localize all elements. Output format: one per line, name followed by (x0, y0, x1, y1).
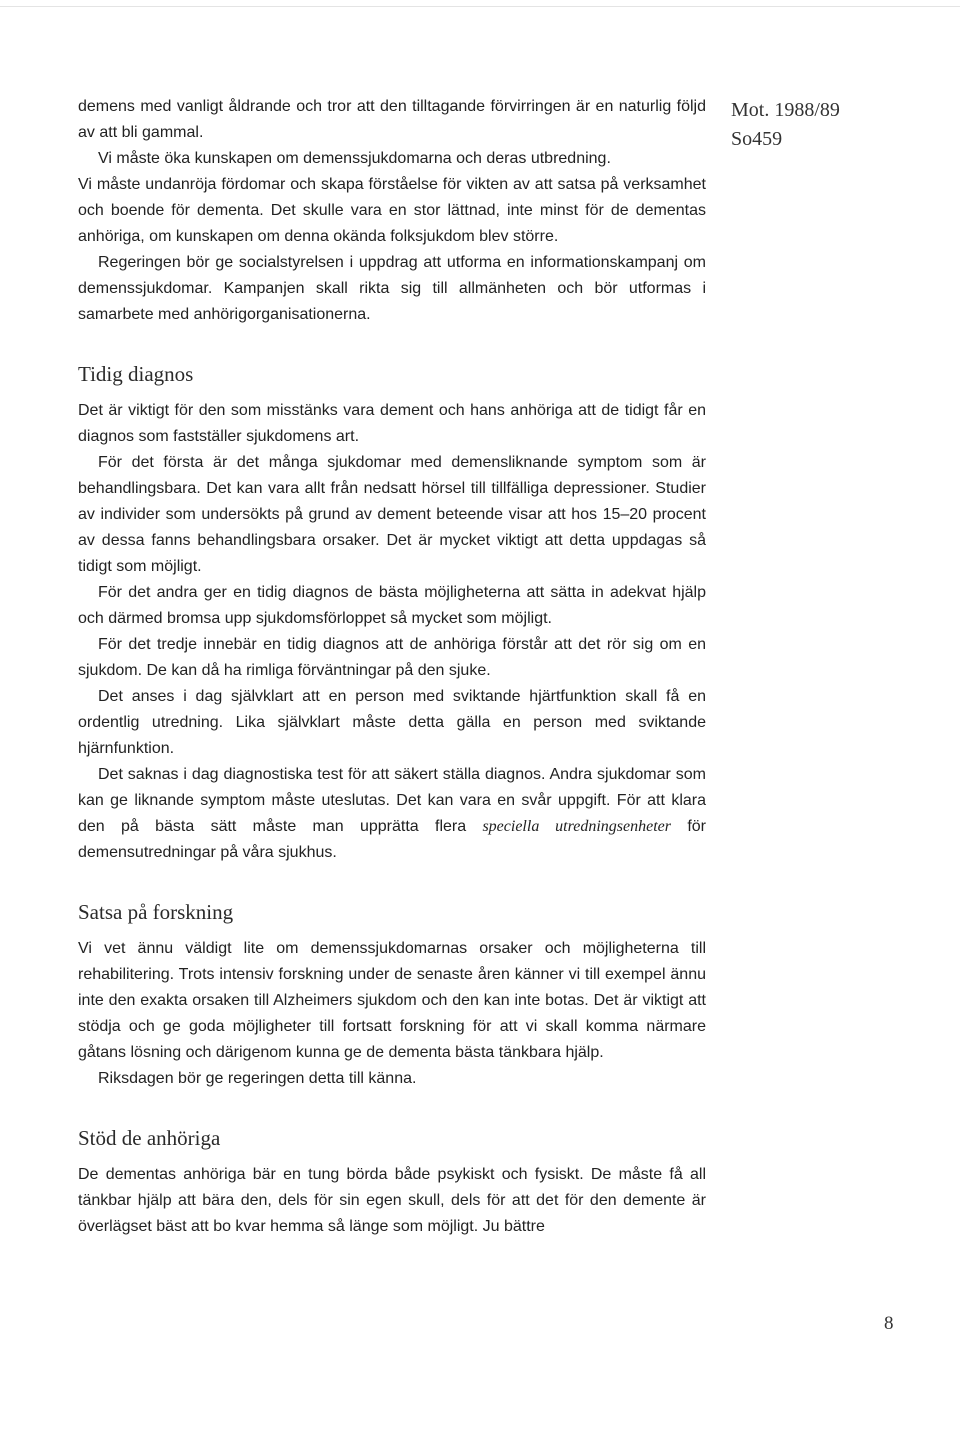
paragraph: För det första är det många sjukdomar med demensliknande symptom som är behandlingsbara. Det kan vara allt från nedsatt hörsel till tillfälliga depressioner. Studier av individer som undersökts på grund av dement beteende visar att hos 15–20 procent av dessa fanns behandlingsbara orsaker. Det är mycket viktigt att detta uppdagas så tidigt som möjligt. (78, 454, 706, 575)
intro-section (78, 94, 706, 328)
section-stod-de-anhoriga (78, 1124, 706, 1240)
section-satsa-pa-forskning (78, 898, 706, 1092)
section-heading: Stöd de anhöriga (78, 1126, 221, 1150)
paragraph: De dementas anhöriga bär en tung börda både psykiskt och fysiskt. De måste få all tänkbar hjälp att bära den, dels för sin egen skull, dels för att det för den demente är överlägset bäst att bo kvar hemma så länge som möjligt. Ju bättre (78, 1166, 706, 1235)
page-number: 8 (884, 1313, 894, 1334)
paragraph-text: för demensutredningar på våra sjukhus. (78, 818, 706, 861)
paragraph: Vi måste öka kunskapen om demenssjukdomarna och deras utbredning. (98, 150, 611, 167)
paragraph (78, 762, 706, 866)
motion-code: So459 (731, 128, 783, 150)
motion-number: Mot. 1988/89 (731, 99, 840, 121)
paragraph: Det anses i dag självklart att en person med sviktande hjärtfunktion skall få en ordentlig utredning. Lika självklart måste detta gälla en person med sviktande hjärnfunktion. (78, 688, 706, 757)
emphasized-text: speciella utredningsenheter (482, 818, 672, 835)
paragraph: För det andra ger en tidig diagnos de bästa möjligheterna att sätta in adekvat hjälp och därmed bromsa upp sjukdomsförloppet så mycket som möjligt. (78, 584, 706, 627)
paragraph-text: Det saknas i dag diagnostiska test för att säkert ställa diagnos. Andra sjukdomar som kan ge liknande symptom måste uteslutas. Det kan vara en svår uppgift. För att klara den på bästa sätt måste man upprätta flera (78, 766, 706, 835)
paragraph: Det är viktigt för den som misstänks vara dement och hans anhöriga att de tidigt får en diagnos som fastställer sjukdomens art. (78, 402, 706, 445)
paragraph: Riksdagen bör ge regeringen detta till känna. (98, 1070, 417, 1087)
paragraph: Vi vet ännu väldigt lite om demenssjukdomarnas orsaker och möjligheterna till rehabilitering. Trots intensiv forskning under de senaste åren känner vi till exempel ännu inte den exakta orsaken till Alzheimers sjukdom och den kan inte botas. Det är viktigt att stödja och ge goda möjligheter till fortsatt forskning för att vi skall komma närmare gåtans lösning och därigenom kunna ge de dementa bästa tänkbara hjälp. (78, 940, 706, 1061)
motion-reference (731, 96, 840, 154)
section-tidig-diagnos (78, 360, 706, 866)
section-heading: Tidig diagnos (78, 362, 194, 386)
paragraph: demens med vanligt åldrande och tror att den tilltagande förvirringen är en naturlig följd av att bli gammal. (78, 98, 706, 141)
scan-edge-line (0, 6, 960, 7)
document-body (78, 94, 706, 1240)
section-heading: Satsa på forskning (78, 900, 234, 924)
paragraph: Vi måste undanröja fördomar och skapa förståelse för vikten av att satsa på verksamhet och boende för dementa. Det skulle vara en stor lättnad, inte minst för de dementas anhöriga, om kunskapen om denna okända folksjukdom blev större. (78, 176, 706, 245)
paragraph: Regeringen bör ge socialstyrelsen i uppdrag att utforma en informationskampanj om demenssjukdomar. Kampanjen skall rikta sig till allmänheten och bör utformas i samarbete med anhörigorganisationerna. (78, 254, 706, 323)
paragraph: För det tredje innebär en tidig diagnos att de anhöriga förstår att det rör sig om en sjukdom. De kan då ha rimliga förväntningar på den sjuke. (78, 636, 706, 679)
